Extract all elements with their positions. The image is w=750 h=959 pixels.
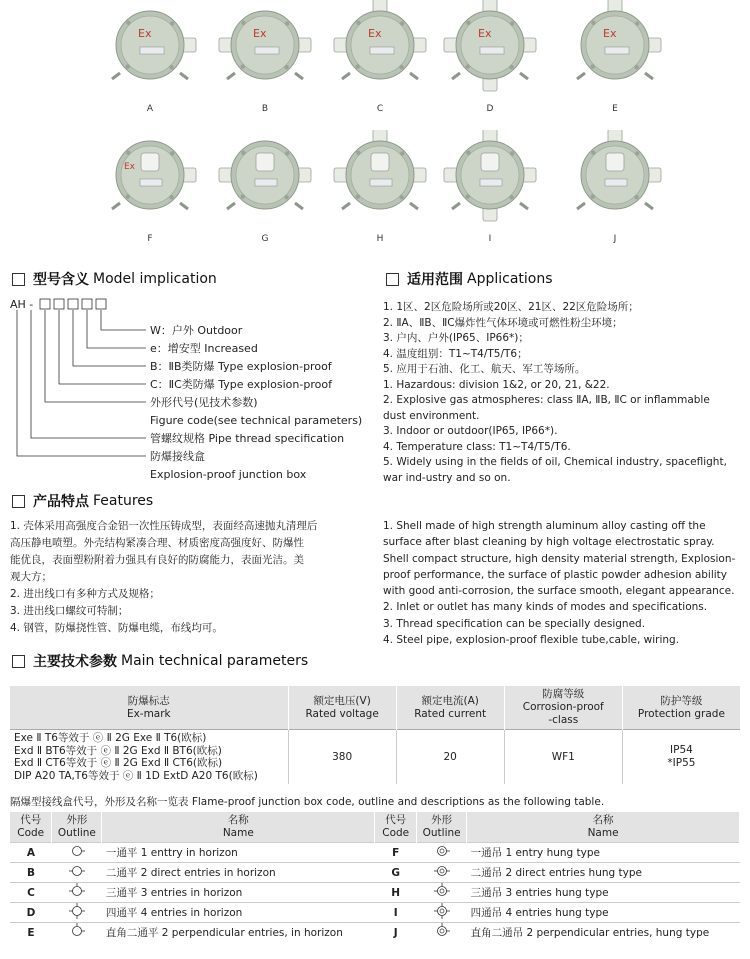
features-en-list <box>383 518 735 648</box>
technical-title-zh: 主要技术参数 <box>33 654 117 670</box>
checkbox-square-icon <box>12 273 25 286</box>
junction-box-image <box>440 0 540 95</box>
junction-box-image <box>565 0 665 95</box>
product-gallery <box>0 0 750 245</box>
list-line: 2. ⅡA、ⅡB、ⅡC爆炸性气体环境或可燃性粉尘环境； <box>383 316 623 329</box>
junction-box-image <box>215 0 315 95</box>
code-table-row <box>10 903 740 923</box>
leader-line <box>45 310 146 402</box>
model-item: W：户外 Outdoor <box>150 324 243 337</box>
product-item <box>215 0 315 115</box>
code-cell: A <box>10 843 52 863</box>
features-title-zh: 产品特点 <box>33 494 89 510</box>
leader-line <box>87 310 146 348</box>
code-table-row <box>10 863 740 883</box>
model-item: C：ⅡC类防爆 Type explosion-proof <box>150 378 332 391</box>
product-label: G <box>261 234 269 244</box>
code-table-caption: 隔爆型接线盒代号，外形及名称一览表 Flame-proof junction box code, outline and descriptions as the following table. <box>10 796 605 808</box>
technical-header-cell: 防护等级 Protection grade <box>622 686 740 730</box>
code-box <box>82 299 92 309</box>
outline-cell <box>52 883 102 903</box>
leader-line <box>17 310 146 456</box>
model-item: e：增安型 Increased <box>150 342 258 355</box>
svg-text:Ex: Ex <box>478 27 492 40</box>
ex-mark-cell <box>10 730 288 785</box>
features-title-en: Features <box>93 493 154 509</box>
code-box <box>40 299 50 309</box>
product-label: H <box>376 234 384 244</box>
technical-title-en: Main technical parameters <box>121 653 309 669</box>
junction-box-image <box>440 130 540 225</box>
outline-icon <box>431 903 453 919</box>
applications-list <box>383 300 727 486</box>
leader-line <box>101 310 146 330</box>
code-header: 代号 Code <box>375 812 417 843</box>
outline-cell <box>417 903 467 923</box>
outline-icon <box>66 863 88 879</box>
protection-cell <box>622 730 740 785</box>
leader-line <box>59 310 146 384</box>
product-item <box>565 0 665 115</box>
code-table-row <box>10 883 740 903</box>
product-item <box>100 0 200 115</box>
code-cell: G <box>375 863 417 883</box>
outline-icon <box>66 903 88 919</box>
current-cell: 20 <box>396 730 504 785</box>
list-line: 高压静电喷塑。外壳结构紧凑合理、材质密度高强度好、防爆性 <box>10 537 304 549</box>
code-cell: C <box>10 883 52 903</box>
code-cell: J <box>375 923 417 943</box>
list-line: dust environment. <box>383 409 480 422</box>
technical-table-row <box>10 730 740 785</box>
outline-cell <box>417 863 467 883</box>
product-label: I <box>488 234 492 244</box>
name-header: 名称 Name <box>102 812 375 843</box>
product-label: F <box>147 234 153 244</box>
name-cell: 直角二通吊 2 perpendicular entries, hung type <box>467 923 740 943</box>
junction-box-image <box>330 0 430 95</box>
junction-box-image <box>215 130 315 225</box>
model-item: B：ⅡB类防爆 Type explosion-proof <box>150 360 332 373</box>
model-items <box>150 322 362 484</box>
name-cell: 四通平 4 entries in horizon <box>102 903 375 923</box>
outline-header: 外形 Outline <box>417 812 467 843</box>
svg-text:Ex: Ex <box>138 27 152 40</box>
applications-title-en: Applications <box>467 271 553 287</box>
code-cell: F <box>375 843 417 863</box>
code-table <box>10 812 740 942</box>
name-cell: 三通吊 3 entries hung type <box>467 883 740 903</box>
list-line: 4. 钢管，防爆挠性管、防爆电缆，布线均可。 <box>10 622 223 634</box>
model-item: Figure code(see technical parameters) <box>150 414 363 427</box>
list-line: 1. Shell made of high strength aluminum alloy casting off the <box>383 520 706 532</box>
list-line: 1. 1区、2区危险场所或20区、21区、22区危险场所； <box>383 301 639 313</box>
junction-box-image <box>330 130 430 225</box>
list-line: surface after blast cleaning by high voltage electrostatic spray. <box>383 536 715 549</box>
outline-cell <box>52 923 102 943</box>
list-line: war ind-ustry and so on. <box>383 471 511 484</box>
technical-header-cell: 额定电压(V) Rated voltage <box>288 686 396 730</box>
outline-cell <box>417 843 467 863</box>
applications-section-title <box>386 269 553 289</box>
checkbox-square-icon <box>12 655 25 668</box>
name-cell: 直角二通平 2 perpendicular entries, in horizon <box>102 923 375 943</box>
checkbox-square-icon <box>12 495 25 508</box>
list-line: 能优良，表面塑粉附着力强具有良好的防腐能力，表面光洁。美 <box>10 554 304 566</box>
name-cell: 一通平 1 enttry in horizon <box>102 843 375 863</box>
list-line: proof performance, the surface of plastic powder adhesion ability <box>383 568 728 581</box>
name-cell: 一通吊 1 entry hung type <box>467 843 740 863</box>
product-item <box>565 130 665 245</box>
leader-line <box>31 310 146 438</box>
leader-line <box>73 310 146 366</box>
list-line: 4. 温度组别：T1~T4/T5/T6； <box>383 347 528 360</box>
outline-icon <box>66 883 88 899</box>
technical-header-cell: 防爆标志 Ex-mark <box>10 686 288 730</box>
features-section-title <box>12 491 153 511</box>
product-item <box>330 0 430 115</box>
product-label: C <box>376 104 384 114</box>
code-table-row <box>10 923 740 943</box>
code-cell: H <box>375 883 417 903</box>
model-section-title <box>12 269 217 289</box>
product-item <box>440 0 540 115</box>
code-table-header <box>10 812 740 843</box>
svg-text:Ex: Ex <box>603 27 617 40</box>
svg-text:Ex: Ex <box>124 162 136 172</box>
junction-box-image <box>100 0 200 95</box>
outline-icon <box>431 863 453 879</box>
checkbox-square-icon <box>386 273 399 286</box>
svg-text:Ex: Ex <box>253 27 267 40</box>
technical-table <box>10 686 740 784</box>
model-title-en: Model implication <box>93 271 217 287</box>
product-item <box>100 130 200 245</box>
outline-cell <box>52 903 102 923</box>
code-cell: B <box>10 863 52 883</box>
product-label: A <box>146 104 154 114</box>
list-line: 3. Indoor or outdoor(IP65, IP66*). <box>383 425 558 437</box>
outline-icon <box>66 923 88 939</box>
corrosion-cell: WF1 <box>504 730 622 785</box>
code-header: 代号 Code <box>10 812 52 843</box>
product-label: E <box>612 104 618 114</box>
outline-icon <box>431 883 453 899</box>
list-line: 观大方； <box>10 571 52 583</box>
model-item: 外形代号(见技术参数) <box>150 396 258 409</box>
product-item <box>330 130 430 245</box>
junction-box-image <box>100 130 200 225</box>
outline-icon <box>431 843 453 859</box>
applications-title-zh: 适用范围 <box>407 272 463 288</box>
junction-box-image <box>565 130 665 225</box>
code-table-row <box>10 843 740 863</box>
list-line: 3. Thread specification can be specially designed. <box>383 617 646 630</box>
ex-mark-line: DIP A20 TA,T6等效于 ⓔ Ⅱ 1D ExtD A20 T6(欧标) <box>14 769 258 782</box>
outline-cell <box>52 843 102 863</box>
list-line: Shell compact structure, high density material strength, Explosion- <box>383 552 736 565</box>
features-zh-list <box>10 518 317 637</box>
product-item <box>215 130 315 245</box>
code-box <box>54 299 64 309</box>
outline-icon <box>431 923 453 939</box>
technical-table-header <box>10 686 740 730</box>
product-label: D <box>486 104 494 114</box>
technical-section-title <box>12 651 308 671</box>
list-line: 5. 应用于石油、化工、航天、军工等场所。 <box>383 363 586 375</box>
ex-mark-line: Exd Ⅱ BT6等效于 ⓔ Ⅱ 2G Exd Ⅱ BT6(欧标) <box>14 744 222 757</box>
code-box <box>68 299 78 309</box>
name-cell: 二通吊 2 direct entries hung type <box>467 863 740 883</box>
list-line: 3. 户内、户外(IP65、IP66*)； <box>383 332 529 344</box>
name-cell: 二通平 2 direct entries in horizon <box>102 863 375 883</box>
code-cell: D <box>10 903 52 923</box>
model-item: 防爆接线盒 <box>150 450 205 463</box>
list-line: with good anti-corrosion, the surface smooth, elegant appearance. <box>383 585 735 598</box>
list-line: 2. 进出线口有多种方式及规格； <box>10 588 160 600</box>
technical-header-cell: 额定电流(A) Rated current <box>396 686 504 730</box>
name-cell: 四通吊 4 entries hung type <box>467 903 740 923</box>
name-header: 名称 Name <box>467 812 740 843</box>
outline-cell <box>417 923 467 943</box>
model-item: Explosion-proof junction box <box>150 468 307 481</box>
code-cell: E <box>10 923 52 943</box>
technical-header-cell: 防腐等级 Corrosion-proof -class <box>504 686 622 730</box>
outline-header: 外形 Outline <box>52 812 102 843</box>
model-title-zh: 型号含义 <box>33 272 89 288</box>
list-line: 2. Explosive gas atmospheres: class ⅡA, ⅡB, ⅡC or inflammable <box>383 394 710 406</box>
list-line: 5. Widely using in the fields of oil, Chemical industry, spaceflight, <box>383 456 727 468</box>
protection-value: IP54 <box>670 744 693 756</box>
svg-text:Ex: Ex <box>368 27 382 40</box>
list-line: 3. 进出线口螺纹可特制； <box>10 605 129 617</box>
list-line: 1. Hazardous: division 1&2, or 20, 21, &22. <box>383 378 610 391</box>
voltage-cell: 380 <box>288 730 396 785</box>
list-line: 4. Steel pipe, explosion-proof flexible tube,cable, wiring. <box>383 634 680 647</box>
outline-icon <box>66 843 88 859</box>
code-cell: I <box>375 903 417 923</box>
list-line: 4. Temperature class: T1~T4/T5/T6. <box>383 440 571 453</box>
code-box <box>96 299 106 309</box>
name-cell: 三通平 3 entries in horizon <box>102 883 375 903</box>
model-item: 管螺纹规格 Pipe thread specification <box>150 432 345 445</box>
list-line: 1. 壳体采用高强度合金铝一次性压铸成型，表面经高速抛丸清理后 <box>10 520 318 532</box>
ex-mark-line: Exd Ⅱ CT6等效于 ⓔ Ⅱ 2G Exd Ⅱ CT6(欧标) <box>14 757 223 769</box>
outline-cell <box>417 883 467 903</box>
model-prefix: AH - <box>10 298 34 311</box>
product-item <box>440 130 540 245</box>
protection-value: *IP55 <box>667 757 696 769</box>
product-label: B <box>261 104 269 114</box>
ex-mark-line: Exe Ⅱ T6等效于 ⓔ Ⅱ 2G Exe Ⅱ T6(欧标) <box>14 732 207 744</box>
outline-cell <box>52 863 102 883</box>
list-line: 2. Inlet or outlet has many kinds of modes and specifications. <box>383 601 708 614</box>
product-label: J <box>613 234 617 244</box>
